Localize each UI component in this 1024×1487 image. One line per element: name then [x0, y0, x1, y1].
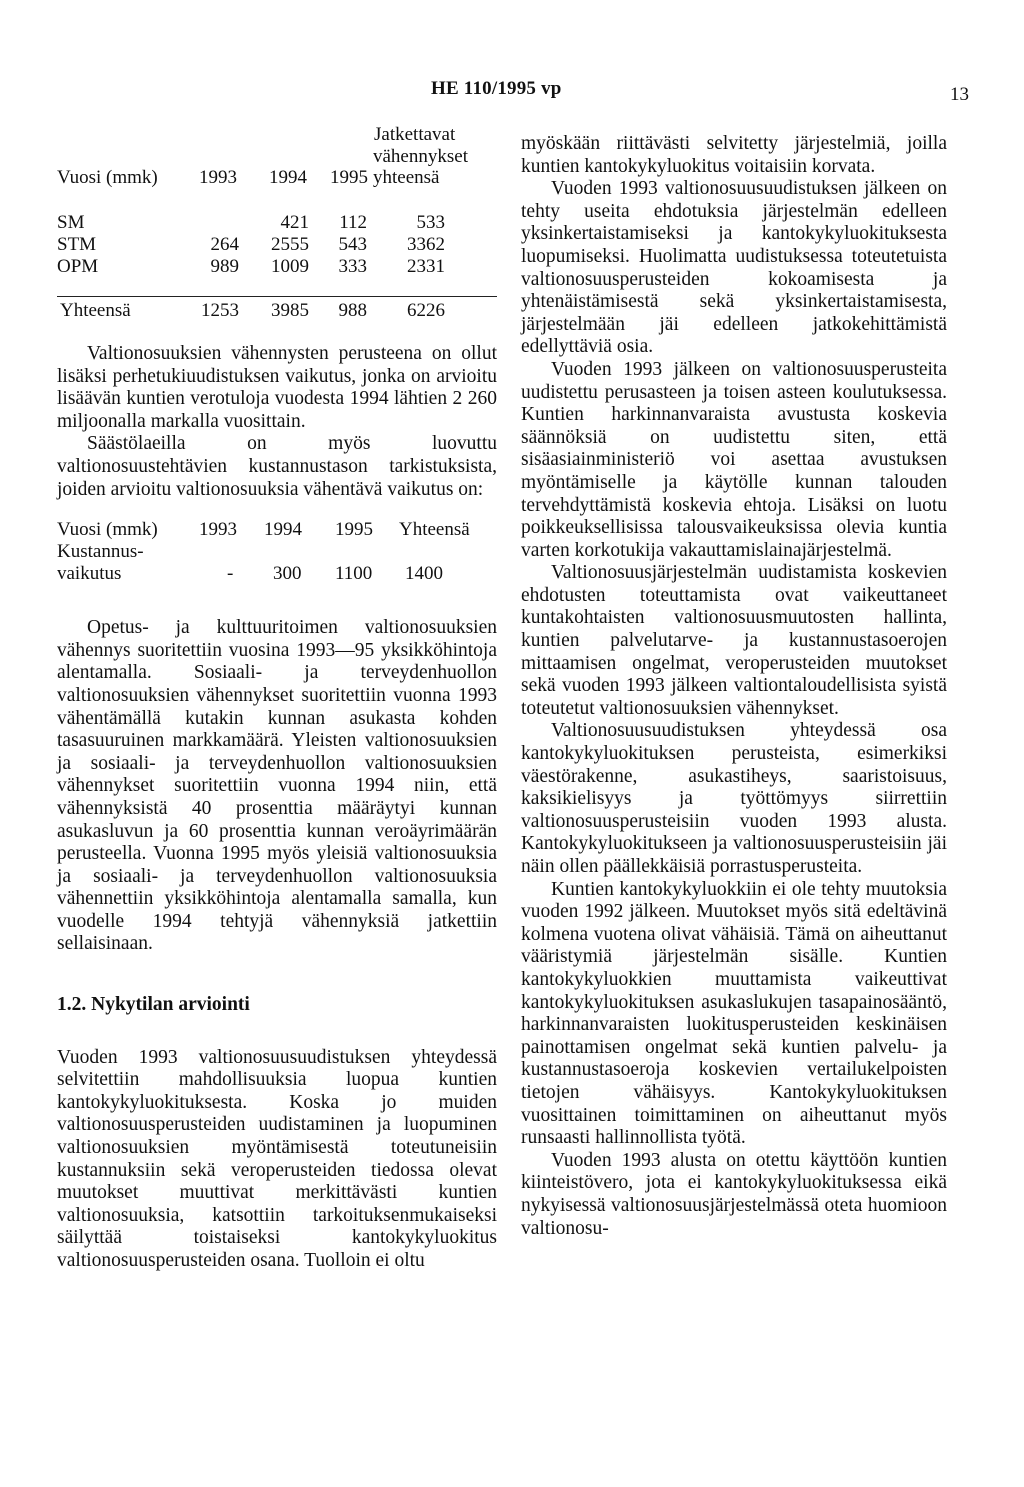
paragraph: Vuoden 1993 valtionosuusuudistuksen yhteydessä selvitettiin mahdollisuuksia luopua kuntien kantokykyluokituksesta. Koska jo muiden valtionosuusperusteiden uudistaminen ja luopuminen valtionosuuksien myöntämisestä toteutuneisiin kustannuksiin sekä veroperusteiden tiedossa olevat muutokset muuttivat merkittävästi kuntien valtionosuuksia, katsottiin tarkoituksenmukaiseksi säilyttää toistaiseksi kantokykyluokitus valtionosuusperusteiden osana. Tuolloin ei oltu: [57, 1046, 497, 1271]
paragraph: Valtionosuuksien vähennysten perusteena on ollut lisäksi perhetukiuudistuksen vaikutus, jonka on arvioitu lisäävän kuntien verotuloja vuodesta 1994 lähtien 2 260 miljoonalla markalla vuosittain.: [57, 343, 497, 432]
section-heading: 1.2. Nykytilan arviointi: [57, 994, 250, 1016]
table2-cell: 1100: [335, 563, 373, 585]
table1-cell: 989: [210, 256, 239, 277]
table1-year-1994: 1994: [269, 167, 307, 188]
table2-year-1995: 1995: [335, 519, 373, 541]
left-column: [57, 124, 497, 1273]
table1-cell: 543: [338, 234, 367, 255]
table1-total-cell: 1253: [201, 300, 239, 321]
paragraph: Valtionosuusuudistuksen yhteydessä osa kantokykyluokituksen perusteista, esimerkiksi väestörakenne, asukastiheys, saaristoisuus, kaksikielisyys ja työttömyys siirrettiin valtionosuusperusteisiin vuoden 1993 alusta. Kantokykyluokitukseen ja valtionosuusperusteisiin jäi näin ollen päällekkäisiä porrastusperusteita.: [521, 720, 947, 877]
table1-total-cell: 988: [338, 300, 367, 321]
right-column: [521, 133, 947, 1240]
paragraph: Vuoden 1993 alusta on otettu käyttöön kuntien kiinteistövero, jota ei kantokykyluokituksessa eikä nykyisessä valtionosuusjärjestelmässä oteta huomioon valtionosu-: [521, 1149, 947, 1239]
table1-year-1993: 1993: [199, 167, 237, 188]
table2-row-label-line2: vaikutus: [57, 563, 122, 585]
table1-cell: 1009: [271, 256, 309, 277]
table1-cell: 333: [338, 256, 367, 277]
paragraph: Säästölaeilla on myös luovuttu valtionosuustehtävien kustannustason tarkistuksista, joiden arvioitu valtionosuuksia vähentävä vaikutus on:: [57, 433, 497, 500]
table1-row-label: OPM: [57, 256, 99, 277]
table1-cell: 2555: [271, 234, 309, 255]
table1-col-header-line2: vähennykset: [373, 146, 468, 167]
table1-first-col-header: Vuosi (mmk): [57, 167, 158, 188]
table1-col-header-line1: Jatkettavat: [374, 124, 456, 145]
table1-cell: 421: [280, 212, 309, 233]
table1-cell: 3362: [407, 234, 445, 255]
table1-year-1995: 1995: [330, 167, 368, 188]
table2-total-header: Yhteensä: [399, 519, 470, 541]
table1-col-header-line3: yhteensä: [373, 167, 440, 188]
table1-cell: 112: [339, 212, 367, 233]
reductions-table: [57, 124, 497, 339]
paragraph: Vuoden 1993 valtionosuusuudistuksen jälkeen on tehty useita ehdotuksia järjestelmän edelleen yksinkertaistamiseksi ja kantokykyluokituksesta luopumiseksi. Huolimatta uudistuksessa toteutetuista valtionosuusperusteiden kokoamisesta ja yhtenäistämisestä sekä yksinkertaistamisesta, järjestelmään jäi edelleen jatkokehittämistä edellyttäviä osia.: [521, 178, 947, 358]
page-header-title: HE 110/1995 vp: [431, 78, 562, 99]
paragraph: myöskään riittävästi selvitetty järjestelmiä, joilla kuntien kantokykyluokitus voitaisiin korvata.: [521, 133, 947, 177]
table2-cell: 300: [273, 563, 302, 585]
paragraph: Kuntien kantokykyluokkiin ei ole tehty muutoksia vuoden 1992 jälkeen. Muutokset myös sitä edeltävinä kolmena vuotena olivat vähäisiä. Tämä on aiheuttanut vääristymiä järjestelmän sisälle. Kuntien kantokykyluokkien muuttamista vaikeuttivat kantokykyluokituksen asukaslukujen tasapainosääntö, harkinnanvaraisten luokitusperusteiden keskinäisen painottamisen ongelmat sekä kuntien palvelu- ja kustannustasoeroja koskevien vertailukelpoisten tietojen vähäisyys. Kantokykyluokituksen vuosittainen toimittaminen on aiheuttanut myös runsaasti hallinnollista työtä.: [521, 878, 947, 1149]
paragraph: Valtionosuusjärjestelmän uudistamista koskevien ehdotusten toteuttamista ovat vaikeuttaneet kuntakohtaisten valtionosuusmuutosten hallinta, kuntien palvelutarve- ja kustannustasoerojen mittaamisen ongelmat, veroperusteiden muutokset sekä vuoden 1993 jälkeen valtiontaloudellisista syistä toteutetut valtionosuuksien vähennykset.: [521, 562, 947, 719]
table1-cell: 533: [416, 212, 445, 233]
table1-row-label: STM: [57, 234, 97, 255]
table2-cell: 1400: [405, 563, 443, 585]
table2-year-1994: 1994: [264, 519, 302, 541]
cost-effect-table: [57, 519, 497, 599]
table2-cell: -: [227, 563, 234, 585]
paragraph: Opetus- ja kulttuuritoimen valtionosuuksien vähennys suoritettiin vuosina 1993—95 yksikköhintoja alentamalla. Sosiaali- ja terveydenhuollon valtionosuuksien vähennykset suoritettiin vuonna 1993 vähentämällä kutakin kunnan asukasta kohden tasasuuruinen markkamäärä. Yleisten valtionosuuksien ja sosiaali- ja terveydenhuollon valtionosuuksien vähennykset suoritettiin vuonna 1994 niin, että vähennyksistä 40 prosenttia määräytyi kunnan asukasluvun ja 60 prosenttia kunnan veroäyrimäärän perusteella. Vuonna 1995 myös yleisiä valtionosuuksia ja sosiaali- ja terveydenhuollon valtionosuuksia vähennettiin yksikköhintoja alentamalla samalla, kun vuodelle 1994 tehtyjä vähennyksiä jatkettiin sellaisinaan.: [57, 617, 497, 955]
table1-total-label: Yhteensä: [60, 300, 131, 321]
table2-row-label-line1: Kustannus-: [57, 541, 144, 563]
table1-total-cell: 6226: [407, 300, 445, 321]
page-number: 13: [950, 84, 969, 105]
table1-cell: 264: [210, 234, 239, 255]
table1-cell: 2331: [407, 256, 445, 277]
table1-row-label: SM: [57, 212, 85, 233]
table2-year-1993: 1993: [199, 519, 237, 541]
table2-first-col-header: Vuosi (mmk): [57, 519, 158, 541]
paragraph: Vuoden 1993 jälkeen on valtionosuusperusteita uudistettu perusasteen ja toisen asteen koulutuksessa. Kuntien harkinnanvaraista avustusta koskevia säännöksiä on uudistettu siten, että sisäasiainministeriö voi asettaa avustuksen myöntämiselle ja käytölle kunnan talouden tervehdyttämistä koskevia ehtoja. Lisäksi on luotu poikkeuksellisissa talousvaikeuksissa olevia kuntia varten korkotukija vakauttamislainajärjestelmä.: [521, 358, 947, 561]
table1-divider: [57, 296, 497, 297]
table1-total-cell: 3985: [271, 300, 309, 321]
